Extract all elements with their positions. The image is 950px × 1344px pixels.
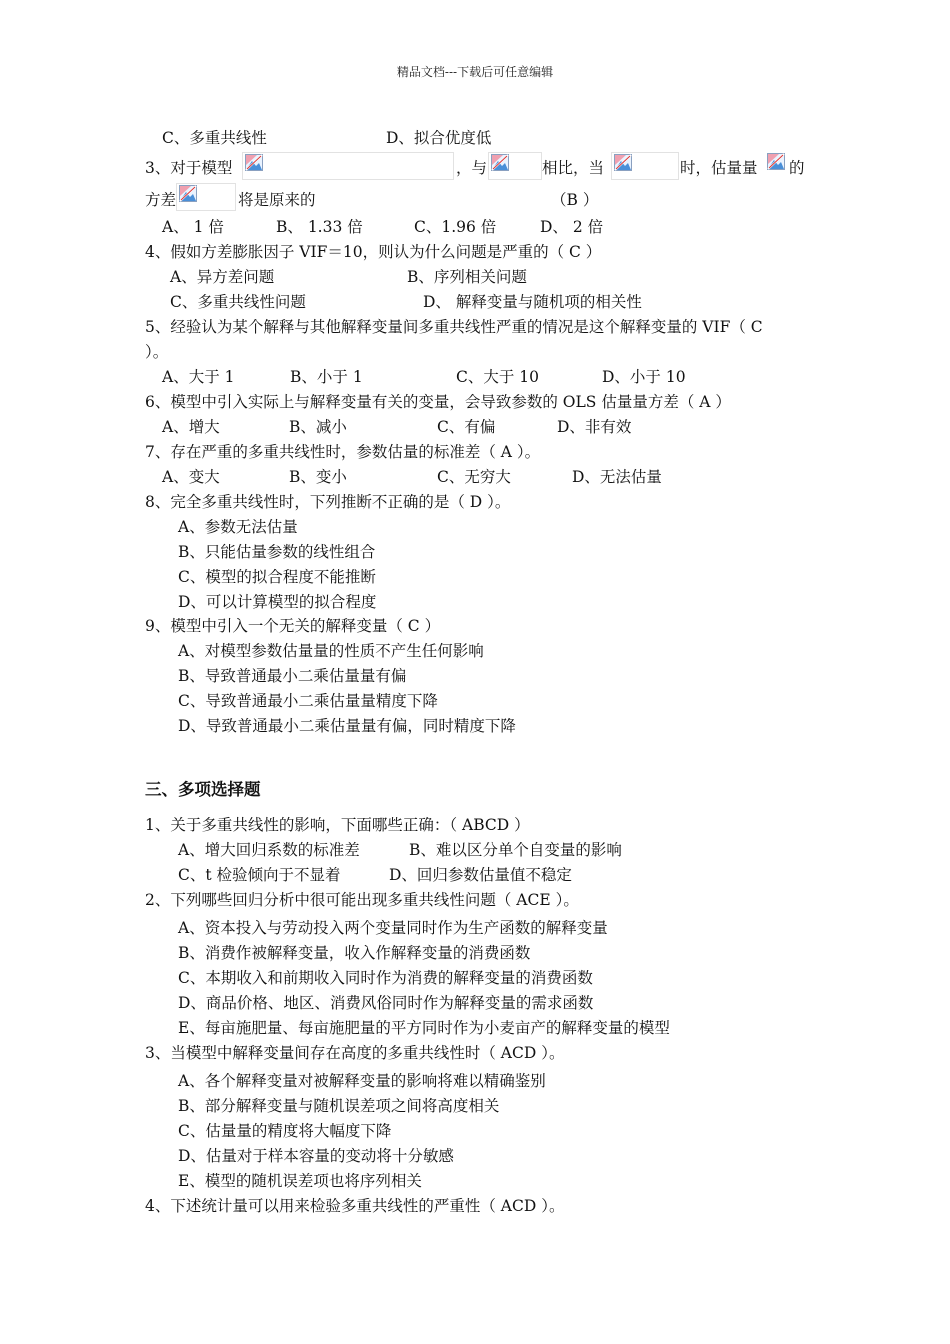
option-d: D、商品价格、地区、消费风俗同时作为解释变量的需求函数: [178, 994, 594, 1012]
option-b: B、变小: [289, 468, 347, 486]
q3-answer: （B ）: [551, 191, 599, 209]
mc-question-4: 4、下述统计量可以用来检验多重共线性的严重性（ ACD ）。: [145, 1197, 565, 1215]
option-d: D、小于 10: [602, 368, 686, 386]
formula-image: [611, 152, 679, 180]
option-b: B、部分解释变量与随机误差项之间将高度相关: [178, 1097, 500, 1115]
option-b: B、只能估量参数的线性组合: [178, 543, 376, 561]
question-4: 4、假如方差膨胀因子 VIF＝10，则认为什么问题是严重的（ C ）: [145, 243, 602, 261]
option-d: D、可以计算模型的拟合程度: [178, 593, 377, 611]
option-b: B、导致普通最小二乘估量量有偏: [178, 667, 407, 685]
q3-text-7: 将是原来的: [238, 191, 316, 209]
question-5-cont: ）。: [145, 343, 169, 361]
broken-image-icon: [614, 154, 632, 171]
mc-question-3: 3、当模型中解释变量间存在高度的多重共线性时（ ACD ）。: [145, 1044, 565, 1062]
question-9: 9、模型中引入一个无关的解释变量（ C ）: [145, 617, 441, 635]
formula-image: [488, 152, 542, 180]
formula-image: [176, 183, 236, 211]
option-a: A、增大回归系数的标准差: [178, 841, 360, 859]
option-d: D、无法估量: [572, 468, 662, 486]
option-c: C、有偏: [437, 418, 496, 436]
question-7: 7、存在严重的多重共线性时，参数估量的标准差（ A ）。: [145, 443, 541, 461]
broken-image-icon: [491, 154, 509, 171]
option-a: A、对模型参数估量量的性质不产生任何影响: [178, 642, 484, 660]
formula-image: [767, 152, 787, 178]
option-a: A、变大: [162, 468, 220, 486]
q3-text-2: ，与: [456, 159, 488, 177]
formula-image: [242, 152, 454, 180]
option-d: D、拟合优度低: [386, 129, 492, 147]
option-e: E、模型的随机误差项也将序列相关: [178, 1172, 422, 1190]
q3-text-3: 相比，当: [542, 159, 605, 177]
option-d: D、 解释变量与随机项的相关性: [423, 293, 642, 311]
option-c: C、导致普通最小二乘估量量精度下降: [178, 692, 438, 710]
option-c: C、大于 10: [456, 368, 540, 386]
option-b: B、 1.33 倍: [276, 218, 363, 236]
q3-text-4: 时，估量量: [680, 159, 758, 177]
option-a: A、异方差问题: [170, 268, 275, 286]
option-c: C、1.96 倍: [414, 218, 497, 236]
question-6: 6、模型中引入实际上与解释变量有关的变量，会导致参数的 OLS 估量量方差（ A ）: [145, 393, 731, 411]
option-b: B、序列相关问题: [407, 268, 527, 286]
q3-text-6: 方差: [145, 191, 177, 209]
broken-image-icon: [179, 185, 197, 202]
option-a: A、各个解释变量对被解释变量的影响将难以精确鉴别: [178, 1072, 546, 1090]
option-b: B、小于 1: [290, 368, 363, 386]
option-a: A、大于 1: [162, 368, 235, 386]
q3-text-1: 3、对于模型: [145, 159, 233, 177]
option-c: C、无穷大: [437, 468, 511, 486]
option-c: C、模型的拟合程度不能推断: [178, 568, 376, 586]
option-d: D、导致普通最小二乘估量量有偏，同时精度下降: [178, 717, 516, 735]
mc-question-1: 1、关于多重共线性的影响，下面哪些正确：（ ABCD ）: [145, 816, 530, 834]
option-c: C、估量量的精度将大幅度下降: [178, 1122, 392, 1140]
page-header: 精品文档---下载后可任意编辑: [396, 65, 554, 79]
q3-text-5: 的: [789, 159, 805, 177]
option-c: C、t 检验倾向于不显着: [178, 866, 341, 884]
option-d: D、估量对于样本容量的变动将十分敏感: [178, 1147, 454, 1165]
option-a: A、增大: [162, 418, 220, 436]
option-b: B、消费作被解释变量，收入作解释变量的消费函数: [178, 944, 531, 962]
option-c: C、本期收入和前期收入同时作为消费的解释变量的消费函数: [178, 969, 593, 987]
section-heading: 三、多项选择题: [145, 780, 261, 799]
broken-image-icon: [767, 153, 785, 170]
option-b: B、减小: [289, 418, 347, 436]
option-d: D、回归参数估量值不稳定: [389, 866, 572, 884]
mc-question-2: 2、下列哪些回归分析中很可能出现多重共线性问题（ ACE ）。: [145, 891, 579, 909]
option-a: A、资本投入与劳动投入两个变量同时作为生产函数的解释变量: [178, 919, 608, 937]
option-c: C、多重共线性问题: [170, 293, 306, 311]
question-8: 8、完全多重共线性时，下列推断不正确的是（ D ）。: [145, 493, 511, 511]
question-5: 5、经验认为某个解释与其他解释变量间多重共线性严重的情况是这个解释变量的 VIF（ C: [145, 318, 763, 336]
option-a: A、参数无法估量: [178, 518, 298, 536]
option-d: D、 2 倍: [540, 218, 604, 236]
option-b: B、难以区分单个自变量的影响: [409, 841, 622, 859]
option-c: C、多重共线性: [162, 129, 267, 147]
option-e: E、每亩施肥量、每亩施肥量的平方同时作为小麦亩产的解释变量的模型: [178, 1019, 670, 1037]
broken-image-icon: [245, 154, 263, 171]
option-d: D、非有效: [557, 418, 632, 436]
option-a: A、 1 倍: [162, 218, 224, 236]
